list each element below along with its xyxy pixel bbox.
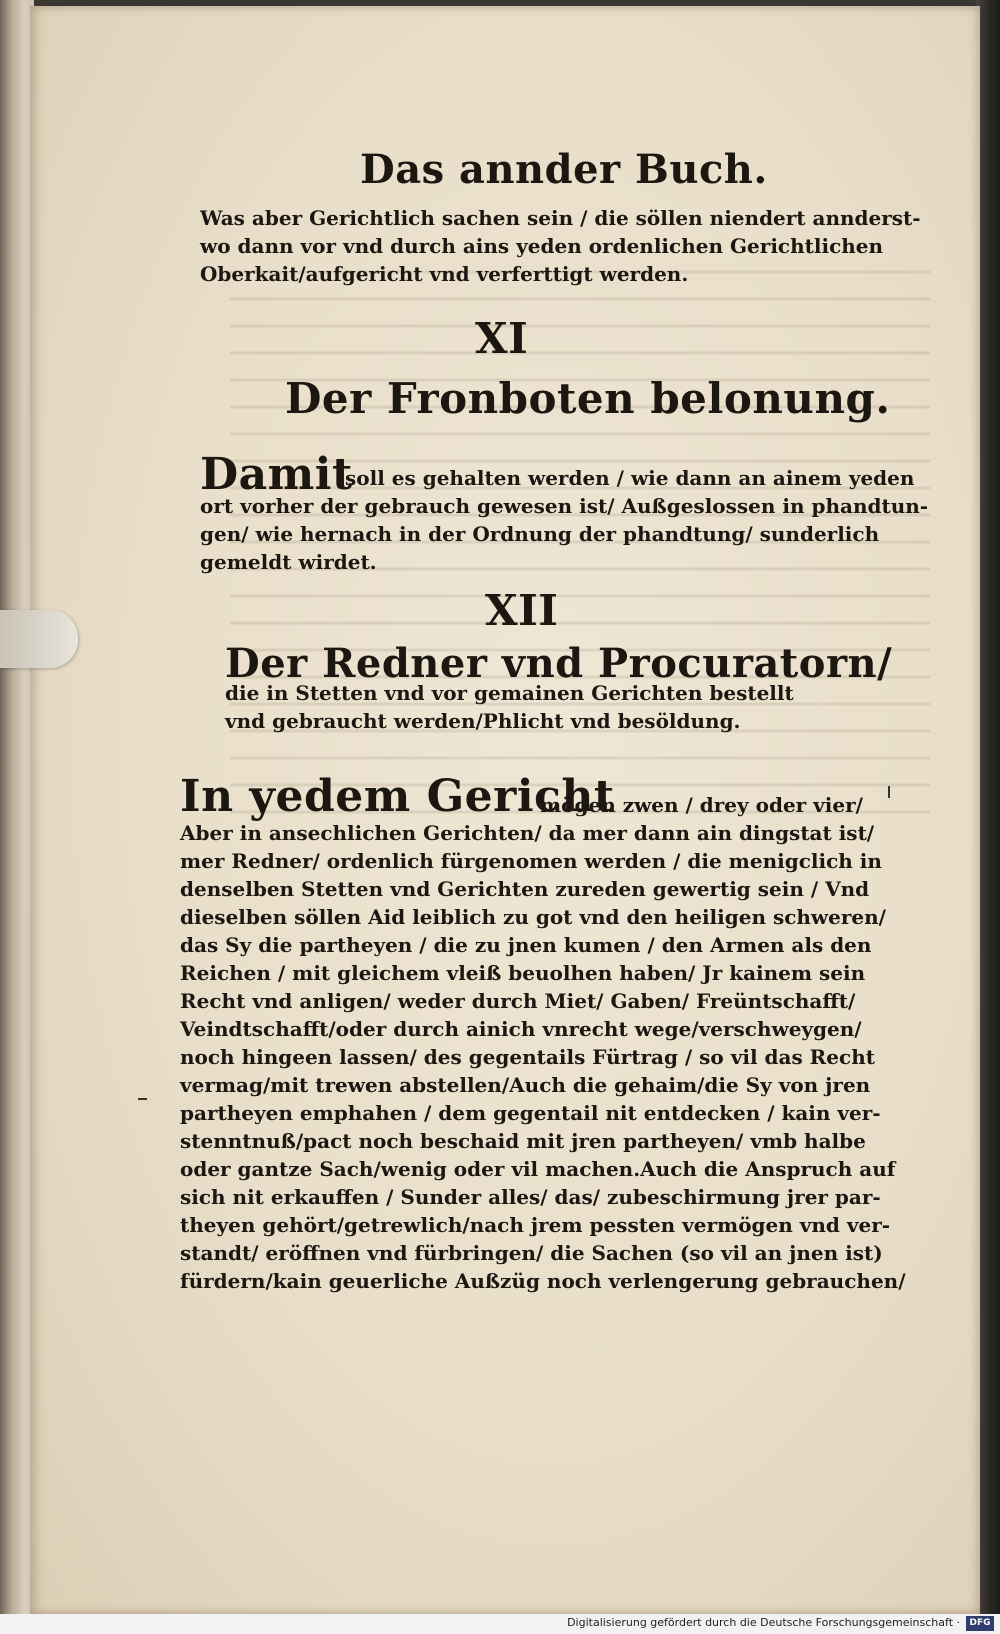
- footer-bar: [0, 1614, 1000, 1634]
- intro-line: Was aber Gerichtlich sachen sein / die söllen niendert annderst-: [200, 206, 921, 230]
- section-title-xi: Der Fronboten belonung.: [285, 374, 891, 423]
- paragraph-line: fürdern/kain geuerliche Außzüg noch verlengerung gebrauchen/: [180, 1269, 906, 1293]
- paragraph-line: standt/ eröffnen vnd fürbringen/ die Sachen (so vil an jnen ist): [180, 1241, 883, 1265]
- running-head: Das annder Buch.: [360, 146, 768, 193]
- section-xi-paragraph: [200, 449, 929, 589]
- paragraph-line: Reichen / mit gleichem vleiß beuolhen haben/ Jr kainem sein: [180, 961, 866, 985]
- intro-line: Oberkait/aufgericht vnd verferttigt werden.: [200, 262, 689, 286]
- subtitle-line: vnd gebraucht werden/Phlicht vnd besöldung.: [225, 709, 741, 733]
- paragraph-line: ort vorher der gebrauch gewesen ist/ Außgeslossen in phandtun-: [200, 494, 929, 518]
- paragraph-line: Aber in ansechlichen Gerichten/ da mer dann ain dingstat ist/: [180, 821, 875, 845]
- intro-line: wo dann vor vnd durch ains yeden ordenlichen Gerichtlichen: [200, 234, 884, 258]
- paragraph-line: gen/ wie hernach in der Ordnung der phandtung/ sunderlich: [200, 522, 880, 546]
- section-xii-subtitle: [225, 681, 875, 741]
- footer-credit: Digitalisierung gefördert durch die Deutsche Forschungsgemeinschaft ·: [567, 1616, 960, 1629]
- margin-tick: [888, 786, 890, 798]
- book-page: [30, 6, 980, 1614]
- paragraph-line: theyen gehört/getrewlich/nach jrem pessten vermögen vnd ver-: [180, 1213, 891, 1237]
- paragraph-line: partheyen emphahen / dem gegentail nit entdecken / kain ver-: [180, 1101, 881, 1125]
- book-left-edge: [0, 0, 34, 1634]
- paragraph-line: sich nit erkauffen / Sunder alles/ das/ zubeschirmung jrer par-: [180, 1185, 881, 1209]
- paragraph-line: mögen zwen / drey oder vier/: [540, 793, 863, 817]
- paragraph-line: mer Redner/ ordenlich fürgenomen werden / die menigclich in: [180, 849, 882, 873]
- section-xii-paragraph: [180, 771, 906, 1293]
- paragraph-line: Veindtschafft/oder durch ainich vnrecht wege/verschweygen/: [180, 1017, 862, 1041]
- section-number-xi: XI: [475, 314, 529, 363]
- dfg-logo: DFG: [966, 1616, 994, 1631]
- section-title-xii: Der Redner vnd Procuratorn/: [225, 640, 893, 687]
- paragraph-line: soll es gehalten werden / wie dann an ainem yeden: [345, 466, 915, 490]
- intro-paragraph: [200, 206, 921, 296]
- paragraph-line: denselben Stetten vnd Gerichten zureden gewertig sein / Vnd: [180, 877, 870, 901]
- paragraph-line: Recht vnd anligen/ weder durch Miet/ Gaben/ Freüntschafft/: [180, 989, 856, 1013]
- page-tab-marker: [0, 610, 78, 668]
- drop-initial: Damit: [200, 449, 353, 500]
- margin-tick: [138, 1098, 147, 1100]
- paragraph-line: gemeldt wirdet.: [200, 550, 377, 574]
- paragraph-line: noch hingeen lassen/ des gegentails Fürtrag / so vil das Recht: [180, 1045, 875, 1069]
- paragraph-line: stenntnuß/pact noch beschaid mit jren partheyen/ vmb halbe: [180, 1129, 866, 1153]
- subtitle-line: die in Stetten vnd vor gemainen Gerichten bestellt: [225, 681, 794, 705]
- paragraph-line: dieselben söllen Aid leiblich zu got vnd den heiligen schweren/: [180, 905, 886, 929]
- paragraph-line: oder gantze Sach/wenig oder vil machen.Auch die Anspruch auf: [180, 1157, 896, 1181]
- drop-initial: In yedem Gericht: [180, 771, 615, 822]
- paragraph-line: das Sy die partheyen / die zu jnen kumen / den Armen als den: [180, 933, 872, 957]
- paragraph-line: vermag/mit trewen abstellen/Auch die gehaim/die Sy von jren: [180, 1073, 871, 1097]
- section-number-xii: XII: [485, 586, 559, 635]
